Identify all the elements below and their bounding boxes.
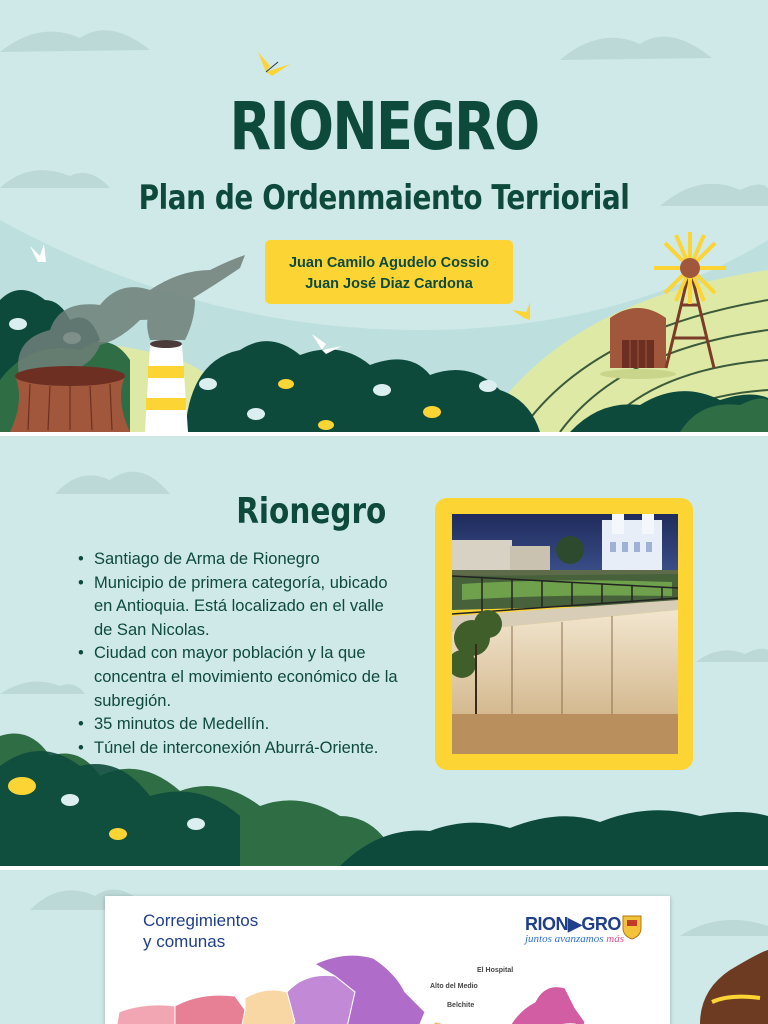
hand-icon [700,950,768,1024]
section-heading: Rionegro [236,491,387,532]
butterfly-icon [512,302,530,320]
slide-rionegro-info [0,436,768,866]
factory-chimney-icon [145,340,188,432]
map-title-line: Corregimientos [143,911,259,930]
page-subtitle: Plan de Ordenmaiento Terriorial [138,178,630,218]
list-item: • 35 minutos de Medellín. [76,713,406,737]
info-list [76,548,406,760]
cooling-tower-icon [10,366,130,432]
slogan-text: juntos avanzamos [525,933,604,945]
map-region-label: Alto del Medio [430,983,478,990]
municipality-map [105,952,670,1024]
list-item: • Municipio de primera categoría, ubicado en Antioquia. Está localizado en el valle de San Nicolas. [76,572,406,643]
rionegro-logo: RION▶GRO [525,914,621,934]
page-title: RIONEGRO [229,88,539,165]
author-name: Juan José Diaz Cardona [305,276,473,292]
coat-of-arms-icon [621,914,643,940]
list-item: • Ciudad con mayor población y la que concentra el movimiento económico de la subregión. [76,642,406,713]
map-title [143,910,258,952]
list-item: • Túnel de interconexión Aburrá-Oriente. [76,737,406,761]
city-photo-illustration [452,514,678,754]
map-title-line: y comunas [143,932,226,951]
slogan-accent: más [606,933,625,945]
map-card [105,896,670,1024]
authors-box [265,240,513,304]
author-name: Juan Camilo Agudelo Cossio [288,255,490,271]
map-region-label: Belchite [447,1002,475,1009]
map-region-label: El Hospital [477,967,514,974]
logo-slogan [525,933,624,945]
slide-map [0,870,768,1024]
photo-frame [435,498,693,770]
butterfly-icon [258,52,290,76]
slide-title [0,0,768,432]
list-item: • Santiago de Arma de Rionegro [76,548,406,572]
city-photo [452,514,678,754]
